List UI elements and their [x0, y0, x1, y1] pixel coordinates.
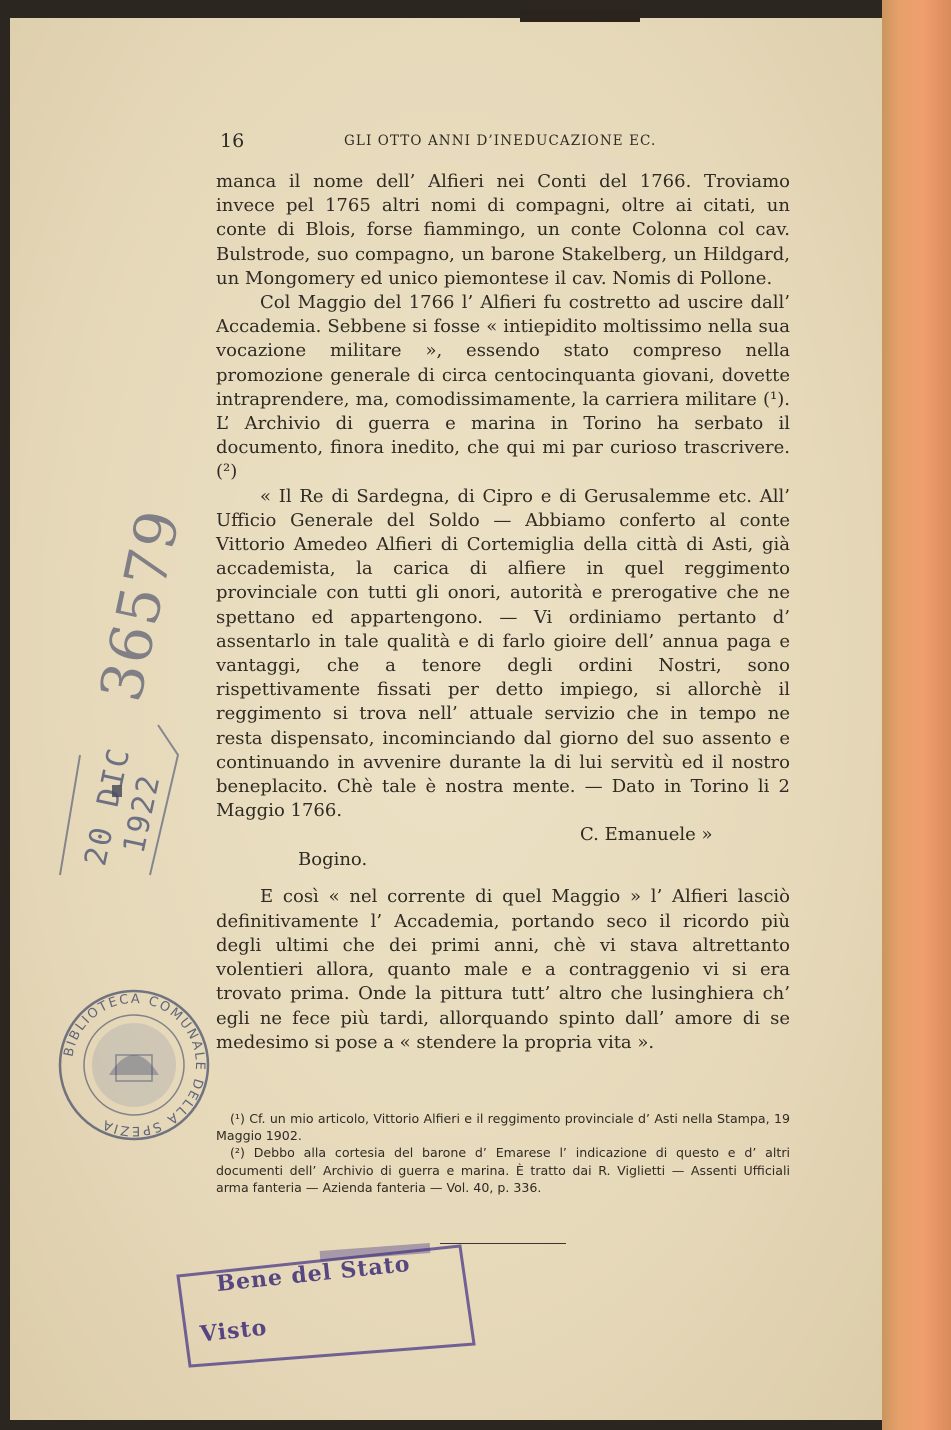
footnote-1: (¹) Cf. un mio articolo, Vittorio Alfieri e il reggimento provinciale d’ Asti nella Stampa, 19 Maggio 1902.: [216, 1111, 790, 1144]
seal-inscription: [54, 985, 214, 1145]
scan-notch: [520, 10, 640, 22]
seal-text: BIBLIOTECA COMUNALE DELLA SPEZIA: [61, 991, 208, 1139]
ownership-stamp: [170, 1236, 482, 1372]
ownership-stamp-frame: [170, 1236, 482, 1372]
paragraph-2: Col Maggio del 1766 l’ Alfieri fu costretto ad uscire dall’ Accademia. Sebbene si fosse « intiepidito moltissimo nella sua vocazione militare », essendo stato compreso nella promozione generale di circa centocinquanta giovani, dovette intraprendere, ma, comodissimamente, la carriera militare (¹). L’ Archivio di guerra e marina in Torino ha serbato il documento, finora inedito, che qui mi par curioso trascrivere. (²): [216, 292, 790, 483]
signature-minister: Bogino.: [298, 849, 368, 871]
running-title: GLI OTTO ANNI D’INEDUCAZIONE EC.: [344, 133, 657, 149]
date-stamp: [50, 715, 180, 885]
running-header: [220, 130, 790, 154]
signature-block: [216, 823, 790, 875]
paragraph-4: E così « nel corrente di quel Maggio » l’ Alfieri lasciò definitivamente l’ Accademia, portando seco il ricordo più degli ultimi che dei primi anni, chè vi stava altrettanto volentieri allora, quanto male e a contraggenio vi si era trovato prima. Onde la pittura tutt’ altro che lusinghiera ch’ egli ne fece più tardi, allorquando spinto dall’ amore di se medesimo si pose a « stendere la propria vita ».: [216, 886, 790, 1053]
svg-text:BIBLIOTECA COMUNALE DELLA SPEZ: [61, 992, 207, 1138]
paragraph-1: manca il nome dell’ Alfieri nei Conti del 1766. Troviamo invece pel 1765 altri nomi di compagni, oltre ai citati, un conte di Blois, forse fiammingo, un conte Colonna col cav. Bulstrode, suo compagno, un barone Stakelberg, un Hildgard, un Mongomery ed unico piemontese il cav. Nomis di Pollone.: [216, 171, 790, 289]
signature-king: C. Emanuele »: [580, 824, 713, 846]
page-number: 16: [220, 130, 245, 152]
ownership-stamp-line-1: Bene del Stato: [215, 1250, 412, 1298]
quoted-document: « Il Re di Sardegna, di Cipro e di Gerusalemme etc. All’ Ufficio Generale del Soldo — Abbiamo conferto al conte Vittorio Amedeo Alfieri di Cortemiglia della città di Asti, già accademista, la carica di alfiere in quel reggimento provinciale con tutti gli onori, autorità e prerogative che ne spettano ed appartengono. — Vi ordiniamo pertanto d’ assentarlo in tale qualità e di farlo gioire dell’ annua paga e vantaggi, che a tenore degli ordini Nostri, sono rispettivamente fissati per detto impiego, si allorchè il reggimento si trova nell’ attuale servizio che in tempo ne resta dispensato, incominciando dal giorno del suo assento e continuando in avvenire durante la di lui servitù ed il nostro beneplacito. Chè tale è nostra mente. — Dato in Torino li 2 Maggio 1766.: [216, 485, 790, 822]
footnotes: [216, 1110, 790, 1196]
date-stamp-text: 20 DIC 1922: [78, 743, 168, 869]
main-text: [216, 170, 790, 1055]
ownership-stamp-line-2: Visto: [198, 1314, 269, 1348]
footnote-2: (²) Debbo alla cortesia del barone d’ Emarese l’ indicazione di questo e d’ altri documenti dell’ Archivio di guerra e marina. È tratto dai R. Viglietti — Assenti Ufficiali arma fanteria — Azienda fanteria — Vol. 40, p. 336.: [216, 1145, 790, 1195]
library-seal: [54, 985, 214, 1145]
page-edge-strip: [882, 0, 951, 1430]
inventory-number-stamp: 36579: [86, 502, 194, 708]
